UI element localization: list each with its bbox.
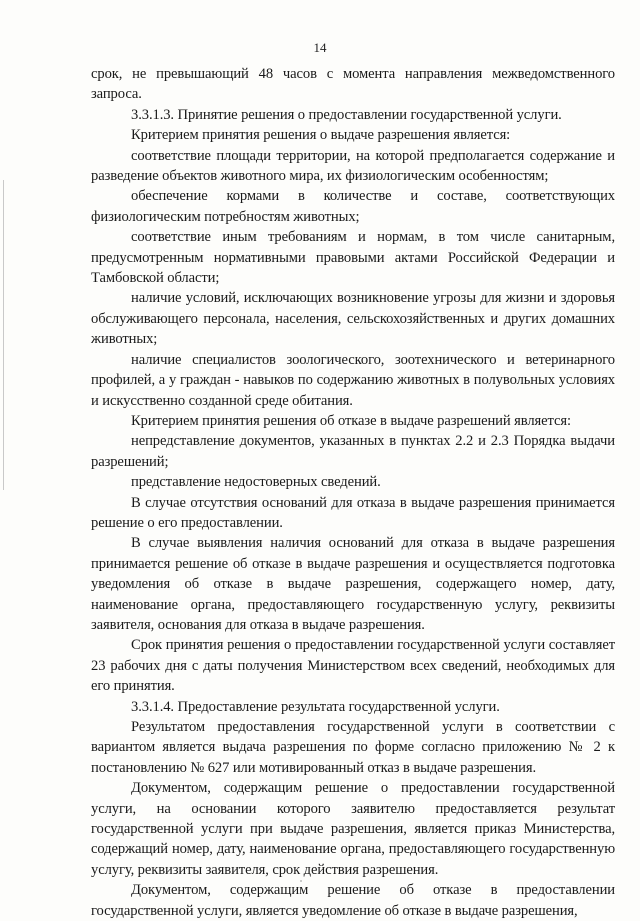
paragraph: В случае отсутствия оснований для отказа в выдаче разрешения принимается решение о его предоставлении.	[91, 494, 615, 531]
list-item: наличие условий, исключающих возникновение угрозы для жизни и здоровья обслуживающего персонала, населения, сельскохозяйственных и других домашних животных;	[91, 290, 615, 348]
list-item: обеспечение кормами в количестве и составе, соответствующих физиологическим потребностям животных;	[91, 188, 615, 225]
paragraph: Документом, содержащим решение об отказе в предоставлении государственной услуги, является уведомление об отказе в выдаче разрешения,	[91, 882, 615, 919]
paragraph: срок, не превышающий 48 часов с момента направления межведомственного запроса.	[91, 66, 615, 103]
list-item: соответствие площади территории, на которой предполагается содержание и разведение объектов животного мира, их физиологическим особенностям;	[91, 147, 615, 185]
paragraph: В случае выявления наличия оснований для отказа в выдаче разрешения принимается решение об отказе в выдаче разрешения и осуществляется подготовка уведомления об отказе в выдаче разрешения, содержащего номер, дату, наименование органа, предоставляющего государственную услугу, реквизиты заявителя, основания для отказа в выдаче разрешения.	[91, 535, 615, 633]
document-body	[91, 64, 615, 921]
section-heading-3-3-1-4: 3.3.1.4. Предоставление результата государственной услуги.	[131, 698, 500, 715]
list-item: наличие специалистов зоологического, зоотехнического и ветеринарного профилей, а у граждан - навыков по содержанию животных в полувольных условиях и искусственно созданной среде обитания.	[91, 351, 615, 409]
paragraph: Критерием принятия решения об отказе в выдаче разрешений является:	[131, 412, 571, 429]
list-item: непредставление документов, указанных в пунктах 2.2 и 2.3 Порядка выдачи разрешений;	[91, 433, 615, 470]
paragraph: Критерием принятия решения о выдаче разрешения является:	[131, 127, 511, 144]
paragraph: Срок принятия решения о предоставлении государственной услуги составляет 23 рабочих дня с даты получения Министерством всех сведений, необходимых для его принятия.	[91, 637, 615, 695]
list-item: представление недостоверных сведений.	[131, 474, 381, 491]
scan-edge-mark	[3, 180, 4, 490]
paragraph: Документом, содержащим решение о предоставлении государственной услуги, на основании которого заявителю предоставляется результат государственной услуги при выдаче разрешения, является приказ Министерства, содержащий номер, дату, наименование органа, предоставляющего государственную услугу, реквизиты заявителя, срок действия разрешения.	[91, 780, 615, 878]
section-heading-3-3-1-3: 3.3.1.3. Принятие решения о предоставлении государственной услуги.	[131, 106, 562, 123]
page-number: 14	[313, 40, 327, 55]
list-item: соответствие иным требованиям и нормам, в том числе санитарным, предусмотренным нормативными правовыми актами Российской Федерации и Тамбовской области;	[91, 229, 615, 287]
paragraph: Результатом предоставления государственной услуги в соответствии с вариантом является выдача разрешения по форме согласно приложению № 2 к постановлению № 627 или мотивированный отказ в выдаче разрешения.	[91, 719, 615, 776]
